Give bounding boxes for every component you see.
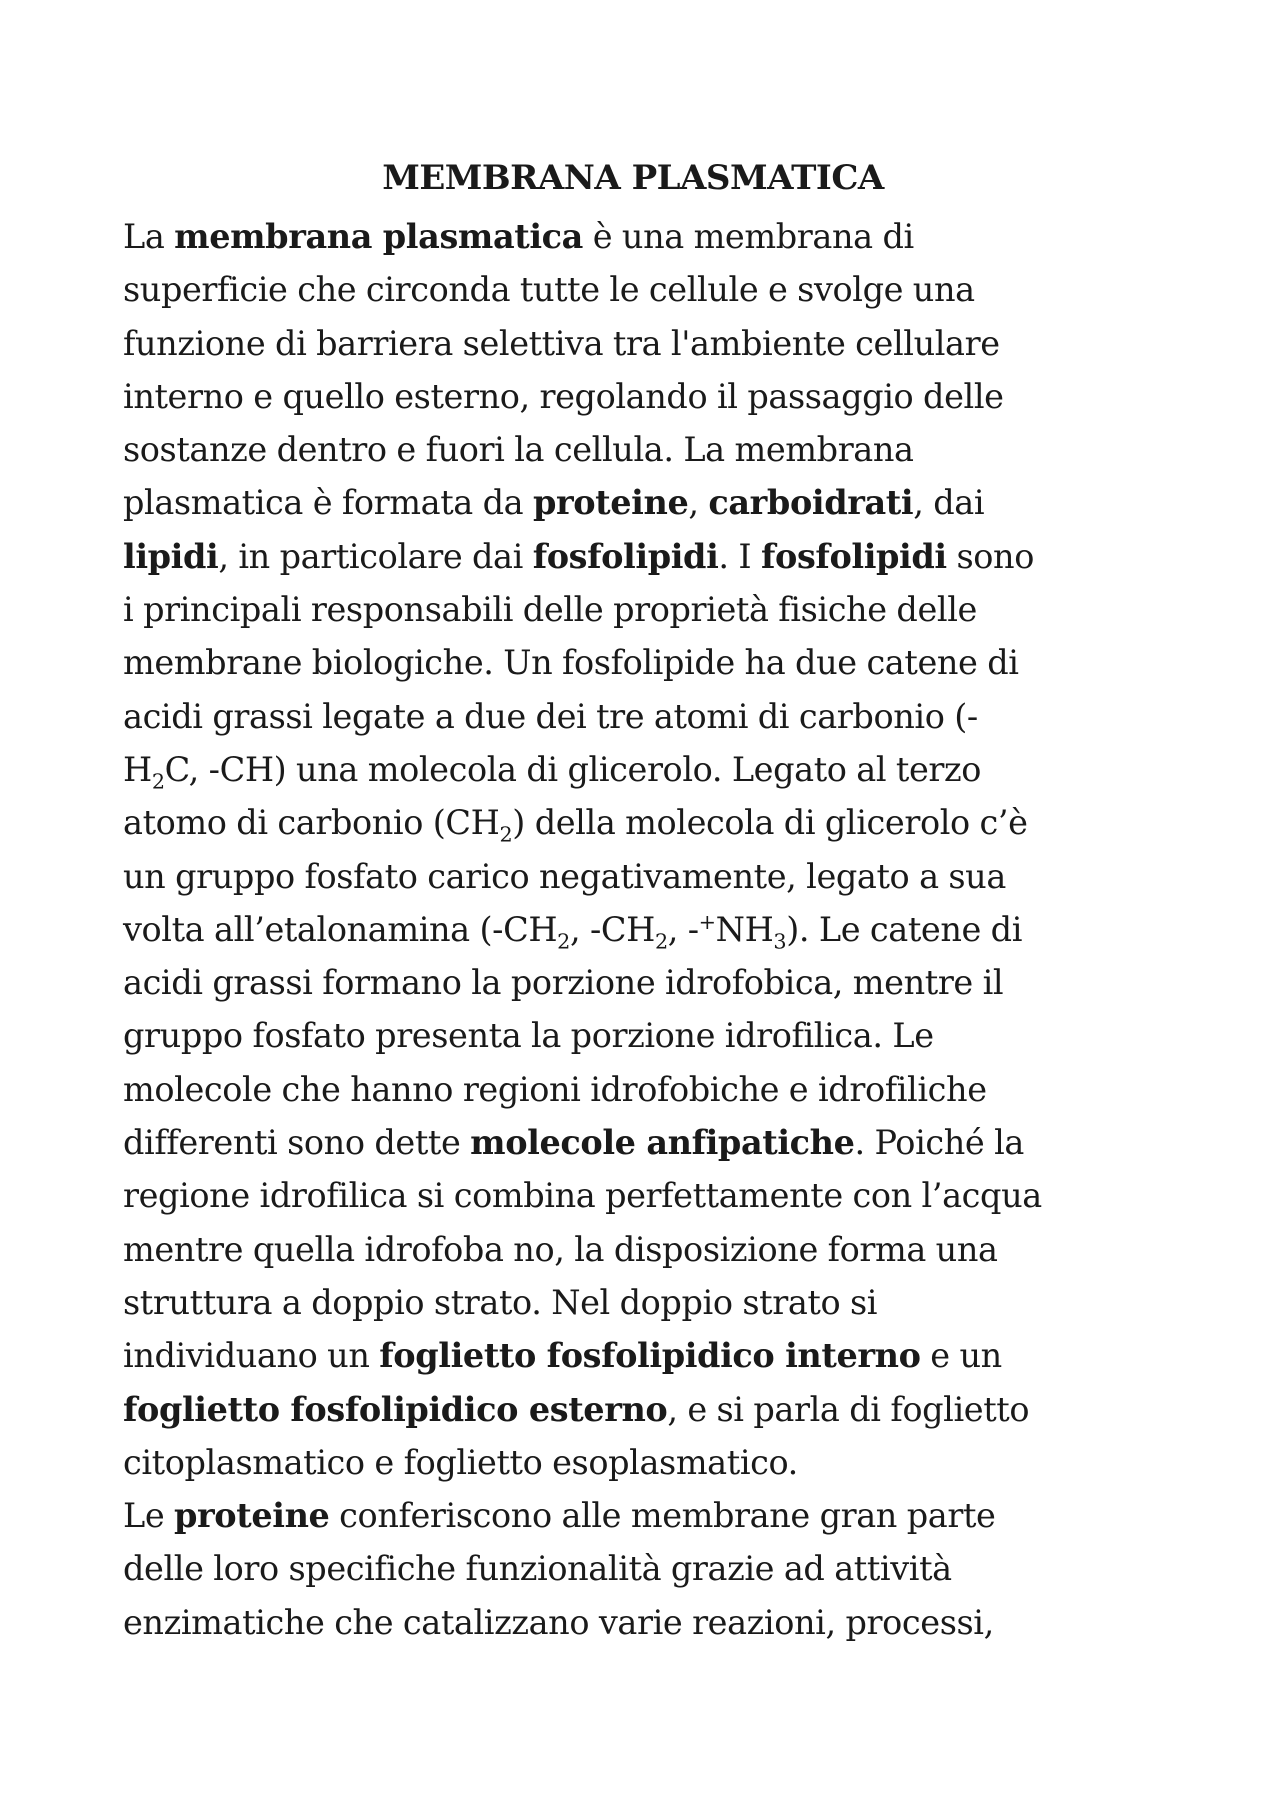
text-run: , - bbox=[667, 909, 699, 949]
text-line bbox=[123, 1436, 1183, 1489]
subscript: 2 bbox=[151, 769, 165, 794]
text-line bbox=[123, 1169, 1183, 1222]
text-run: molecole che hanno regioni idrofobiche e idrofiliche bbox=[123, 1069, 987, 1109]
text-run: conferiscono alle membrane gran parte bbox=[329, 1496, 996, 1536]
subscript: 2 bbox=[499, 822, 513, 847]
text-run: . I bbox=[718, 536, 762, 576]
document-page bbox=[123, 150, 1183, 1649]
text-run: acidi grassi formano la porzione idrofobica, mentre il bbox=[123, 963, 1004, 1003]
text-line bbox=[123, 1063, 1183, 1116]
text-run: un gruppo fosfato carico negativamente, legato a sua bbox=[123, 856, 1006, 896]
bold-term: carboidrati bbox=[708, 483, 914, 523]
subscript: 2 bbox=[557, 929, 570, 954]
text-run: , in particolare dai bbox=[218, 536, 533, 576]
text-run: . Poiché la bbox=[854, 1123, 1024, 1163]
text-line bbox=[123, 263, 1183, 316]
text-run: è una membrana di bbox=[582, 217, 914, 256]
text-line bbox=[123, 210, 1183, 263]
text-run: volta all’etalonamina (-CH bbox=[123, 909, 558, 949]
text-line bbox=[123, 796, 1183, 849]
text-line bbox=[123, 1223, 1183, 1276]
text-run: delle loro specifiche funzionalità grazie ad attività bbox=[123, 1549, 952, 1589]
text-run: atomo di carbonio (CH bbox=[123, 803, 500, 843]
subscript: 3 bbox=[773, 929, 787, 954]
text-run: gruppo fosfato presenta la porzione idrofilica. Le bbox=[123, 1016, 934, 1056]
bold-term: proteine bbox=[532, 483, 689, 523]
bold-term: membrana plasmatica bbox=[174, 217, 583, 256]
text-run: regione idrofilica si combina perfettamente con l’acqua bbox=[123, 1176, 1042, 1216]
text-line bbox=[123, 530, 1183, 583]
bold-term: foglietto fosfolipidico interno bbox=[379, 1336, 921, 1376]
text-line bbox=[123, 476, 1183, 529]
text-run: plasmatica è formata da bbox=[123, 483, 533, 523]
text-run: struttura a doppio strato. Nel doppio strato si bbox=[123, 1282, 878, 1322]
text-run: superficie che circonda tutte le cellule e svolge una bbox=[123, 270, 975, 310]
superscript: + bbox=[698, 909, 716, 934]
text-run: acidi grassi legate a due dei tre atomi di carbonio (- bbox=[123, 696, 978, 736]
text-run: sostanze dentro e fuori la cellula. La membrana bbox=[123, 430, 914, 470]
document-title: MEMBRANA PLASMATICA bbox=[382, 158, 884, 198]
text-line bbox=[123, 956, 1183, 1009]
document-body bbox=[123, 210, 1183, 1649]
text-line bbox=[123, 1489, 1183, 1542]
text-line bbox=[123, 690, 1183, 743]
text-line bbox=[123, 636, 1183, 689]
text-run: ). Le catene di bbox=[786, 909, 1023, 949]
text-line bbox=[123, 743, 1183, 796]
body-paragraph bbox=[123, 210, 1183, 1649]
subscript: 2 bbox=[654, 929, 668, 954]
bold-term: foglietto fosfolipidico esterno bbox=[123, 1389, 668, 1429]
text-run: Le bbox=[123, 1496, 175, 1536]
text-run: membrane biologiche. Un fosfolipide ha due catene di bbox=[123, 643, 1019, 683]
text-line bbox=[123, 317, 1183, 370]
text-line bbox=[123, 423, 1183, 476]
text-run: i principali responsabili delle proprietà fisiche delle bbox=[123, 590, 977, 630]
text-run: H bbox=[123, 749, 152, 789]
text-run: La bbox=[123, 217, 175, 256]
bold-term: proteine bbox=[174, 1496, 330, 1536]
text-line bbox=[123, 1596, 1183, 1649]
text-line bbox=[123, 850, 1183, 903]
text-line bbox=[123, 1009, 1183, 1062]
bold-term: fosfolipidi bbox=[532, 536, 719, 576]
text-run: citoplasmatico e foglietto esoplasmatico. bbox=[123, 1442, 798, 1482]
text-line bbox=[123, 1542, 1183, 1595]
text-line bbox=[123, 1383, 1183, 1436]
text-run: C, -CH) una molecola di glicerolo. Legato al terzo bbox=[164, 749, 982, 789]
text-run: mentre quella idrofoba no, la disposizione forma una bbox=[123, 1229, 998, 1269]
text-run: differenti sono dette bbox=[123, 1123, 471, 1163]
text-line bbox=[123, 903, 1183, 956]
text-run: , e si parla di foglietto bbox=[667, 1389, 1030, 1429]
text-run: , bbox=[688, 483, 709, 523]
text-run: e un bbox=[920, 1336, 1002, 1376]
text-line bbox=[123, 1116, 1183, 1169]
text-run: NH bbox=[715, 909, 774, 949]
text-run: ) della molecola di glicerolo c’è bbox=[512, 803, 1028, 843]
text-line bbox=[123, 583, 1183, 636]
bold-term: lipidi bbox=[123, 536, 219, 576]
text-line bbox=[123, 370, 1183, 423]
text-run: , dai bbox=[913, 483, 985, 523]
text-run: individuano un bbox=[123, 1336, 380, 1376]
bold-term: fosfolipidi bbox=[761, 536, 947, 576]
text-run: funzione di barriera selettiva tra l'ambiente cellulare bbox=[123, 323, 1000, 363]
text-run: interno e quello esterno, regolando il passaggio delle bbox=[123, 376, 1004, 416]
text-line bbox=[123, 1276, 1183, 1329]
text-run: sono bbox=[946, 536, 1035, 576]
bold-term: molecole anfipatiche bbox=[470, 1123, 855, 1163]
text-line bbox=[123, 1329, 1183, 1382]
text-run: enzimatiche che catalizzano varie reazioni, processi, bbox=[123, 1602, 994, 1642]
text-run: , -CH bbox=[569, 909, 655, 949]
